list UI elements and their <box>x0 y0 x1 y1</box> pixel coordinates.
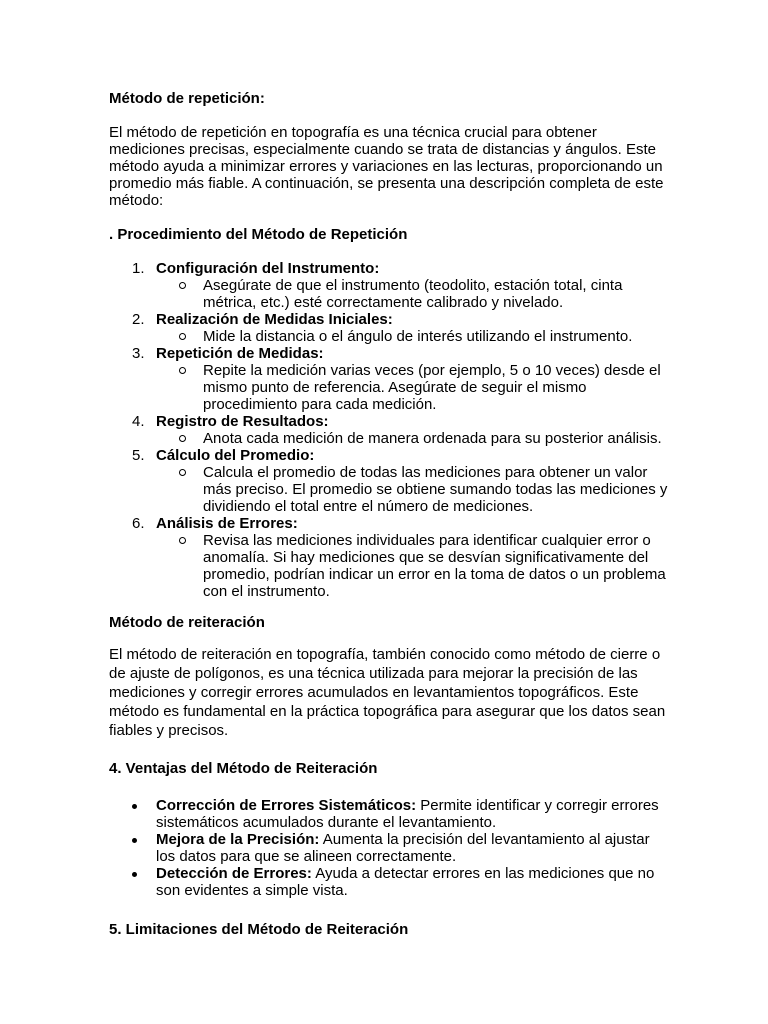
section-heading-reiteration: Método de reiteración <box>109 614 265 631</box>
bullet-icon <box>132 838 137 843</box>
step-title: Análisis de Errores: <box>156 515 298 532</box>
step-detail-list <box>156 430 669 447</box>
step-detail-text: Anota cada medición de manera ordenada para su posterior análisis. <box>203 430 662 447</box>
step-number: 5. <box>132 447 145 464</box>
step-number: 1. <box>132 260 145 277</box>
procedure-heading: . Procedimiento del Método de Repetición <box>109 226 408 243</box>
procedure-step <box>109 260 669 311</box>
step-detail <box>156 362 669 413</box>
section-heading-repetition: Método de repetición: <box>109 90 265 107</box>
step-detail-list <box>156 328 669 345</box>
advantages-list <box>109 797 669 899</box>
procedure-step <box>109 413 669 447</box>
step-detail-text: Revisa las mediciones individuales para identificar cualquier error o anomalía. Si hay mediciones que se desvían significativamente del promedio, podrían indicar un error en la toma de datos o un problema con el instrumento. <box>203 532 666 600</box>
advantage-item <box>109 797 669 831</box>
hollow-bullet-icon <box>179 435 186 442</box>
document-body <box>109 90 669 938</box>
advantage-item <box>109 831 669 865</box>
reiteration-intro-paragraph: El método de reiteración en topografía, también conocido como método de cierre o de ajuste de polígonos, es una técnica utilizada para mejorar la precisión de las mediciones y corregir errores acumulados en levantamientos topográficos. Este método es fundamental en la práctica topográfica para asegurar que los datos sean fiables y precisos. <box>109 646 666 739</box>
step-title: Repetición de Medidas: <box>156 345 324 362</box>
procedure-step <box>109 447 669 515</box>
advantage-text: Ayuda a detectar errores en las mediciones que no son evidentes a simple vista. <box>156 865 655 899</box>
step-title: Cálculo del Promedio: <box>156 447 315 464</box>
step-number: 6. <box>132 515 145 532</box>
step-detail-text: Calcula el promedio de todas las mediciones para obtener un valor más preciso. El promedio se obtiene sumando todas las mediciones y dividiendo el total entre el número de mediciones. <box>203 464 668 515</box>
bullet-icon <box>132 872 137 877</box>
hollow-bullet-icon <box>179 537 186 544</box>
advantage-term: Detección de Errores: <box>156 865 312 882</box>
reiteration-block <box>109 645 669 740</box>
hollow-bullet-icon <box>179 282 186 289</box>
step-detail <box>156 430 669 447</box>
advantage-text: Permite identificar y corregir errores sistemáticos acumulados durante el levantamiento. <box>156 797 659 831</box>
procedure-step <box>109 311 669 345</box>
step-detail-text: Asegúrate de que el instrumento (teodolito, estación total, cinta métrica, etc.) esté correctamente calibrado y nivelado. <box>203 277 623 311</box>
step-title: Realización de Medidas Iniciales: <box>156 311 393 328</box>
step-detail <box>156 464 669 515</box>
step-number: 4. <box>132 413 145 430</box>
advantage-text: Aumenta la precisión del levantamiento al ajustar los datos para que se alineen correctamente. <box>156 831 650 865</box>
step-detail-list <box>156 532 669 600</box>
advantage-item <box>109 865 669 899</box>
step-detail <box>156 277 669 311</box>
step-detail-list <box>156 464 669 515</box>
hollow-bullet-icon <box>179 469 186 476</box>
step-title: Configuración del Instrumento: <box>156 260 380 277</box>
step-detail <box>156 328 669 345</box>
repetition-intro-paragraph: El método de repetición en topografía es una técnica crucial para obtener mediciones precisas, especialmente cuando se trata de distancias y ángulos. Este método ayuda a minimizar errores y variaciones en las lecturas, proporcionando un promedio más fiable. A continuación, se presenta una descripción completa de este método: <box>109 124 664 209</box>
procedure-step <box>109 515 669 600</box>
hollow-bullet-icon <box>179 333 186 340</box>
bullet-icon <box>132 804 137 809</box>
step-detail-text: Mide la distancia o el ángulo de interés utilizando el instrumento. <box>203 328 633 345</box>
procedure-step <box>109 345 669 413</box>
advantage-term: Corrección de Errores Sistemáticos: <box>156 797 417 814</box>
step-detail <box>156 532 669 600</box>
step-detail-list <box>156 362 669 413</box>
limitations-heading: 5. Limitaciones del Método de Reiteración <box>109 921 409 938</box>
step-title: Registro de Resultados: <box>156 413 329 430</box>
step-number: 3. <box>132 345 145 362</box>
advantages-heading: 4. Ventajas del Método de Reiteración <box>109 760 378 777</box>
step-number: 2. <box>132 311 145 328</box>
step-detail-list <box>156 277 669 311</box>
procedure-steps-list <box>109 260 669 600</box>
hollow-bullet-icon <box>179 367 186 374</box>
step-detail-text: Repite la medición varias veces (por ejemplo, 5 o 10 veces) desde el mismo punto de referencia. Asegúrate de seguir el mismo procedimiento para cada medición. <box>203 362 661 413</box>
advantage-term: Mejora de la Precisión: <box>156 831 320 848</box>
